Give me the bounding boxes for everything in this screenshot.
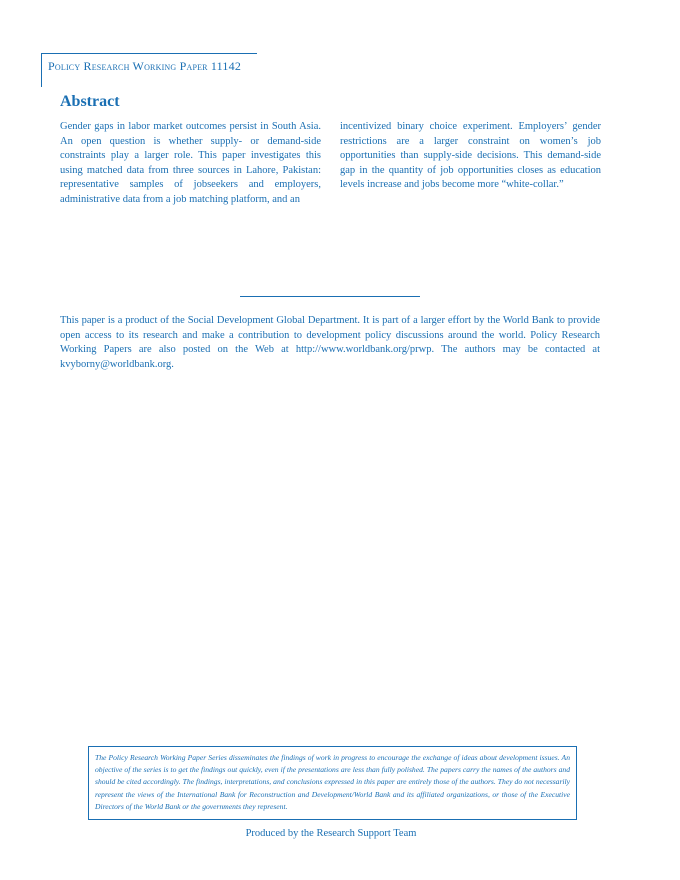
section-divider xyxy=(240,296,420,297)
produced-by: Produced by the Research Support Team xyxy=(245,828,417,839)
series-header xyxy=(41,53,257,87)
abstract-left-column: Gender gaps in labor market outcomes persist in South Asia. An open question is whether supply- or demand-side constraints play a larger role. This paper investigates this using matched data from three sources in Lahore, Pakistan: representative samples of jobseekers and employers, administrative data from a job matching platform, and an xyxy=(60,121,321,205)
series-label: Policy Research Working Paper 11142 xyxy=(48,59,242,73)
disclaimer-box xyxy=(88,746,577,820)
abstract-right-column: incentivized binary choice experiment. Employers’ gender restrictions are a larger constraint on women’s job opportunities than supply-side decisions. This demand-side gap in the quantity of job opportunities closes as education levels increase and jobs become more “white-collar.” xyxy=(340,121,601,191)
abstract-title: Abstract xyxy=(60,93,120,110)
disclaimer-text: The Policy Research Working Paper Series disseminates the findings of work in progress to encourage the exchange of ideas about development issues. An objective of the series is to get the findings out quickly, even if the presentations are less than fully polished. The papers carry the names of the authors and should be cited accordingly. The findings, interpretations, and conclusions expressed in this paper are entirely those of the authors. They do not necessarily represent the views of the International Bank for Reconstruction and Development/World Bank and its affiliated organizations, or those of the Executive Directors of the World Bank or the governments they represent. xyxy=(95,753,570,811)
product-note: This paper is a product of the Social Development Global Department. It is part of a larger effort by the World Bank to provide open access to its research and make a contribution to development policy discussions around the world. Policy Research Working Papers are also posted on the Web at http://www.worldbank.org/prwp. The authors may be contacted at kvyborny@worldbank.org. xyxy=(60,315,600,370)
